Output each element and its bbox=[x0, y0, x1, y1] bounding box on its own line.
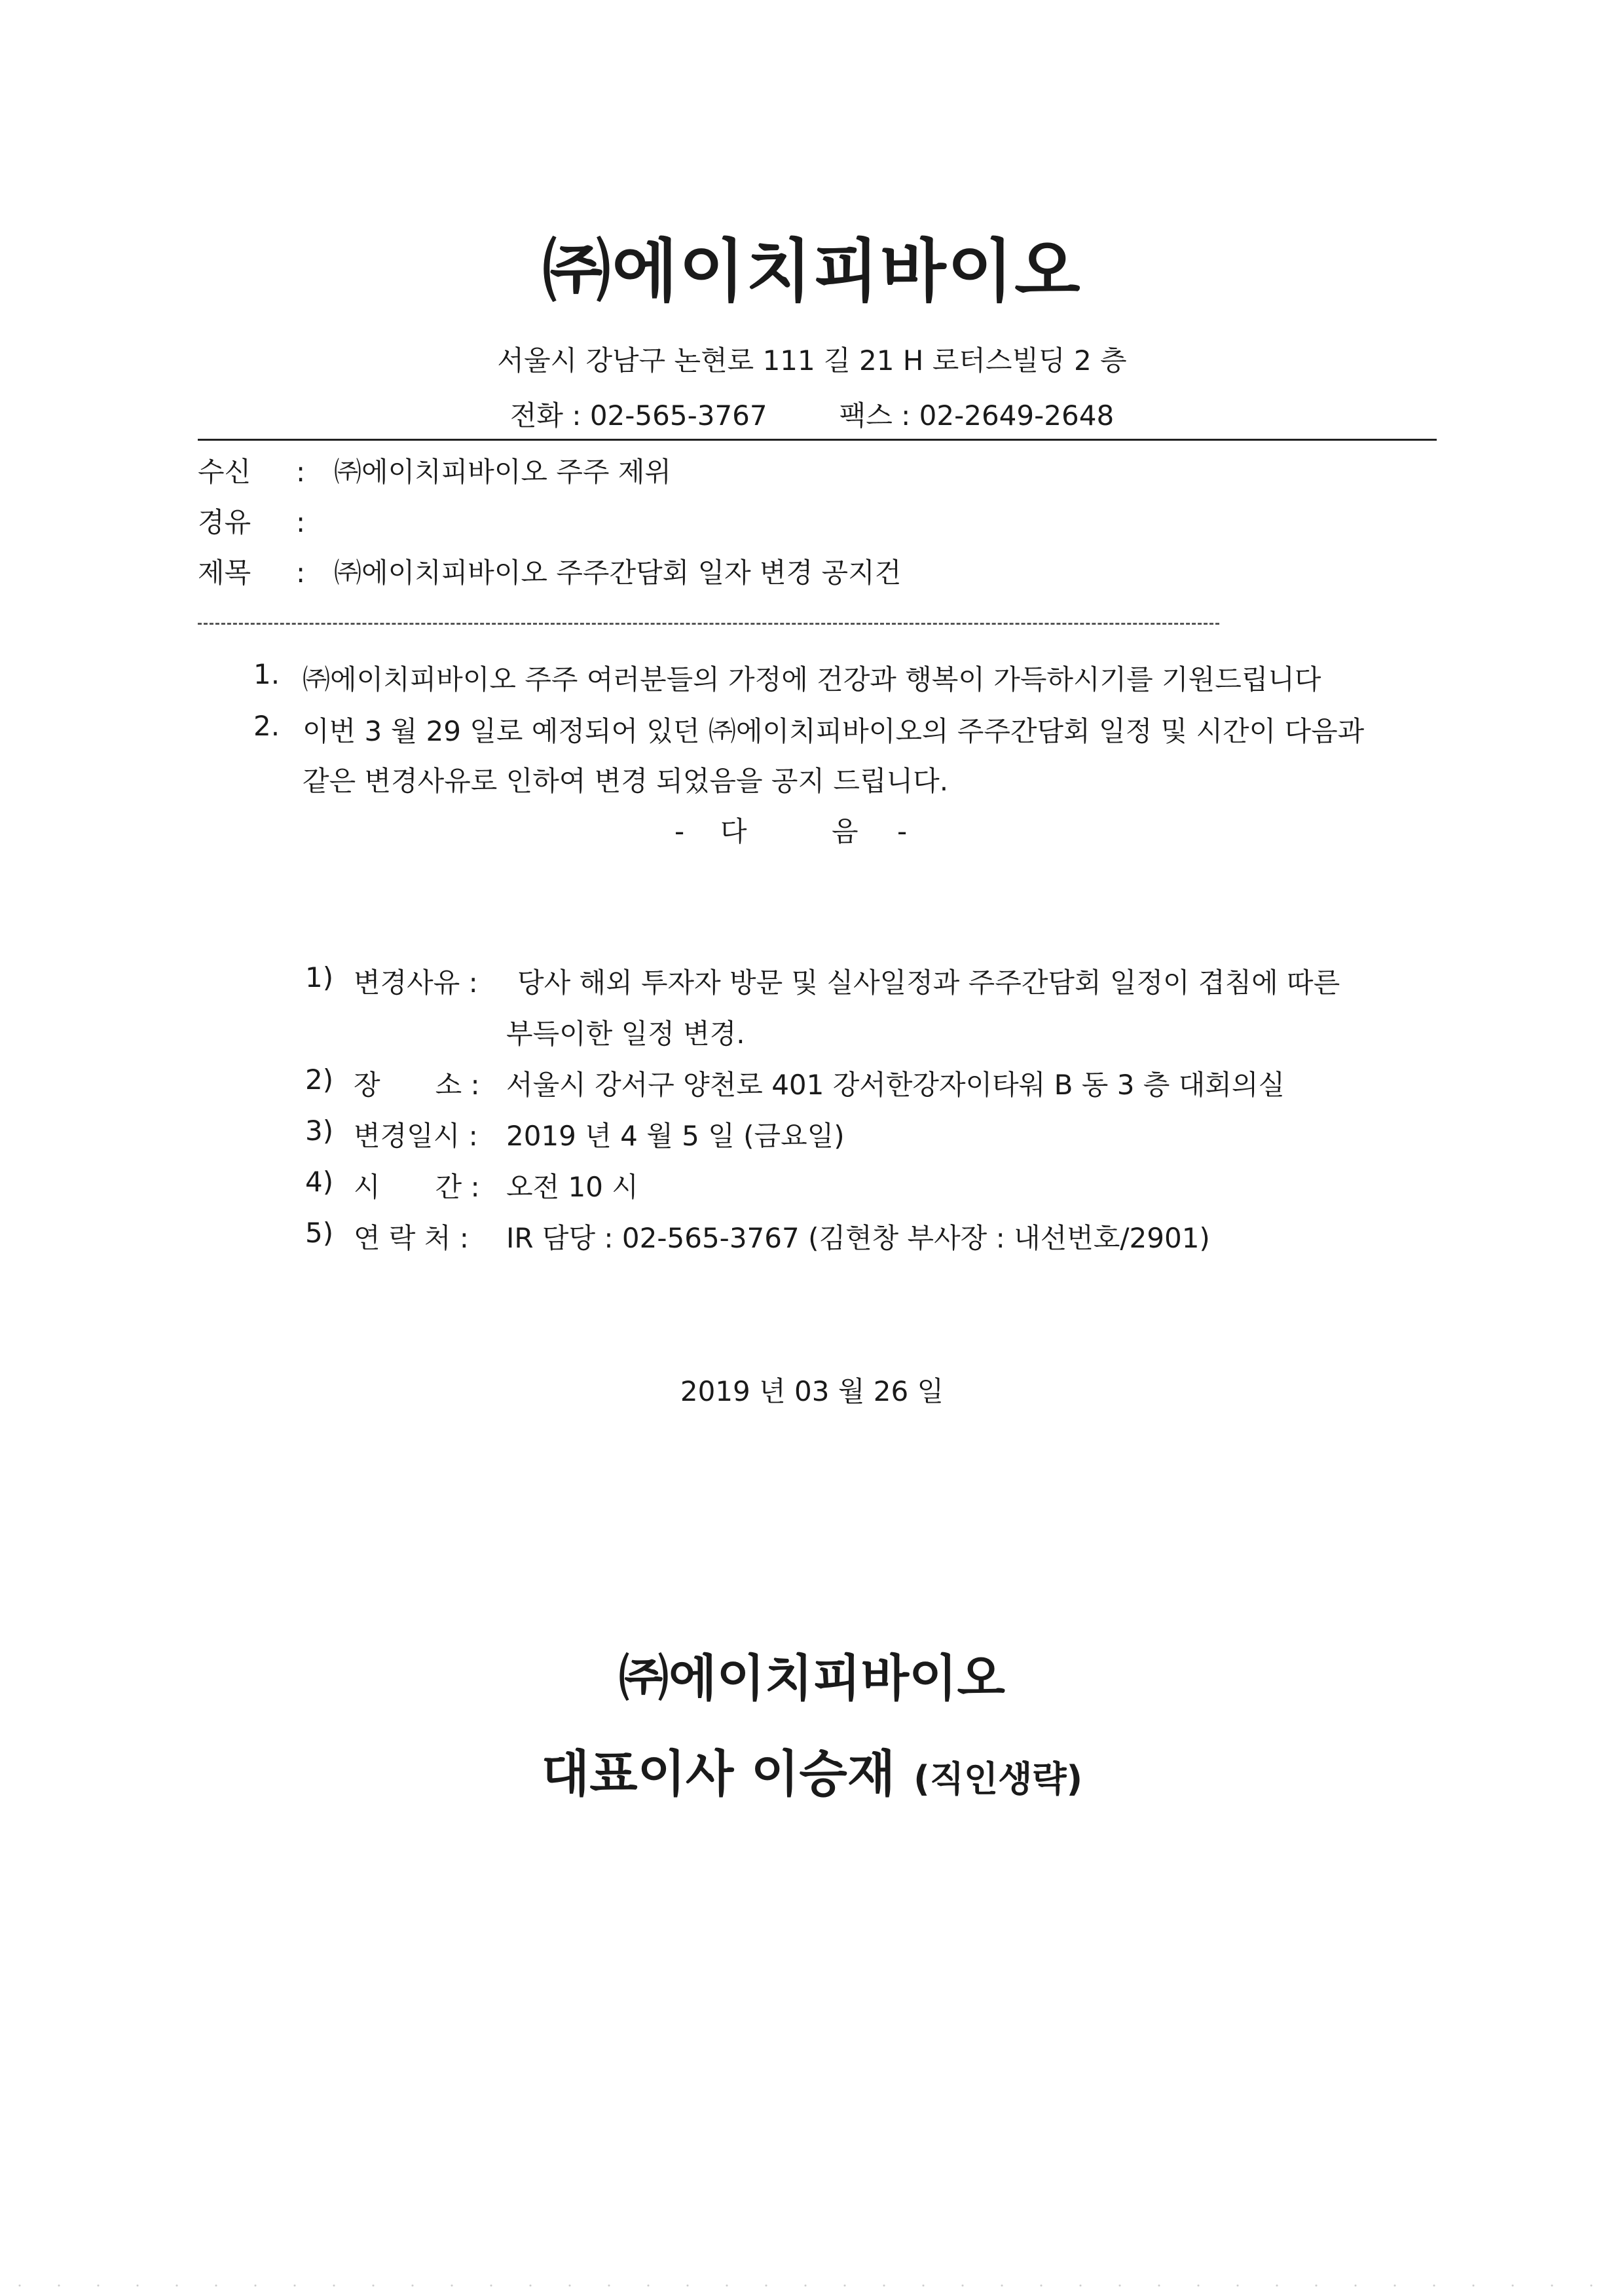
recipient-label: 수신 bbox=[198, 456, 251, 488]
paragraph-2-line-2: 같은 변경사유로 인하여 변경 되었음을 공지 드립니다. bbox=[303, 765, 949, 797]
detail-4-label: 시 간 : bbox=[354, 1171, 480, 1203]
paragraph-1-text: ㈜에이치피바이오 주주 여러분들의 가정에 건강과 행복이 가득하시기를 기원드립니다 bbox=[303, 663, 1321, 695]
company-contact bbox=[0, 394, 1624, 434]
company-address: 서울시 강남구 논현로 111 길 21 H 로터스빌딩 2 층 bbox=[497, 344, 1127, 377]
document-date: 2019 년 03 월 26 일 bbox=[680, 1375, 944, 1407]
header-divider bbox=[198, 439, 1437, 441]
subject-colon: : bbox=[296, 557, 306, 589]
fax-number: 팩스 : 02-2649-2648 bbox=[839, 399, 1115, 432]
heading-dash-right: - bbox=[897, 815, 908, 847]
detail-3-number: 3) bbox=[305, 1115, 334, 1147]
paragraph-2-line-1: 이번 3 월 29 일로 예정되어 있던 ㈜에이치피바이오의 주주간담회 일정 및 시간이 다음과 bbox=[303, 715, 1365, 747]
via-row bbox=[198, 501, 334, 540]
recipient-value: ㈜에이치피바이오 주주 제위 bbox=[334, 456, 671, 488]
detail-1-value: 당사 해외 투자자 방문 및 실사일정과 주주간담회 일정이 겹침에 따른 bbox=[517, 967, 1340, 999]
detail-3-value: 2019 년 4 월 5 일 (금요일) bbox=[506, 1120, 845, 1152]
signature-ceo bbox=[0, 1734, 1624, 1805]
heading-char-da: 다 bbox=[720, 815, 747, 847]
subject-value: ㈜에이치피바이오 주주간담회 일자 변경 공지건 bbox=[334, 557, 902, 589]
detail-4-number: 4) bbox=[305, 1166, 334, 1198]
subject-label: 제목 bbox=[198, 557, 251, 589]
detail-2-value: 서울시 강서구 양천로 401 강서한강자이타워 B 동 3 층 대회의실 bbox=[506, 1069, 1285, 1101]
detail-1-number: 1) bbox=[305, 961, 334, 993]
paragraph-1-number: 1. bbox=[253, 658, 280, 690]
detail-2-number: 2) bbox=[305, 1064, 334, 1096]
detail-1-label: 변경사유 : bbox=[354, 967, 478, 999]
signature-company: ㈜에이치피바이오 bbox=[619, 1649, 1005, 1707]
via-label: 경유 bbox=[198, 506, 251, 538]
subject-row bbox=[198, 551, 901, 591]
via-colon: : bbox=[296, 506, 306, 538]
company-title: ㈜에이치피바이오 bbox=[542, 231, 1082, 311]
scan-artifact-dots bbox=[0, 2284, 1624, 2287]
detail-5-value: IR 담당 : 02-565-3767 (김현창 부사장 : 내선번호/2901) bbox=[506, 1222, 1210, 1254]
heading-char-eum: 음 bbox=[832, 815, 858, 847]
detail-3-label: 변경일시 : bbox=[354, 1120, 478, 1152]
heading-dash-left: - bbox=[674, 815, 685, 847]
detail-4-value: 오전 10 시 bbox=[506, 1171, 638, 1203]
seal-omitted-note: (직인생략) bbox=[913, 1758, 1083, 1800]
ceo-name: 대표이사 이승재 bbox=[541, 1745, 896, 1803]
paragraph-2-number: 2. bbox=[253, 710, 280, 742]
meta-divider bbox=[198, 623, 1219, 625]
recipient-colon: : bbox=[296, 456, 306, 488]
recipient-row bbox=[198, 451, 671, 490]
detail-5-label: 연 락 처 : bbox=[354, 1222, 469, 1254]
detail-2-label: 장 소 : bbox=[354, 1069, 480, 1101]
detail-5-number: 5) bbox=[305, 1217, 334, 1249]
notice-heading bbox=[674, 810, 907, 849]
phone-number: 전화 : 02-565-3767 bbox=[509, 399, 767, 432]
detail-1-value-line-2: 부득이한 일정 변경. bbox=[506, 1018, 745, 1050]
